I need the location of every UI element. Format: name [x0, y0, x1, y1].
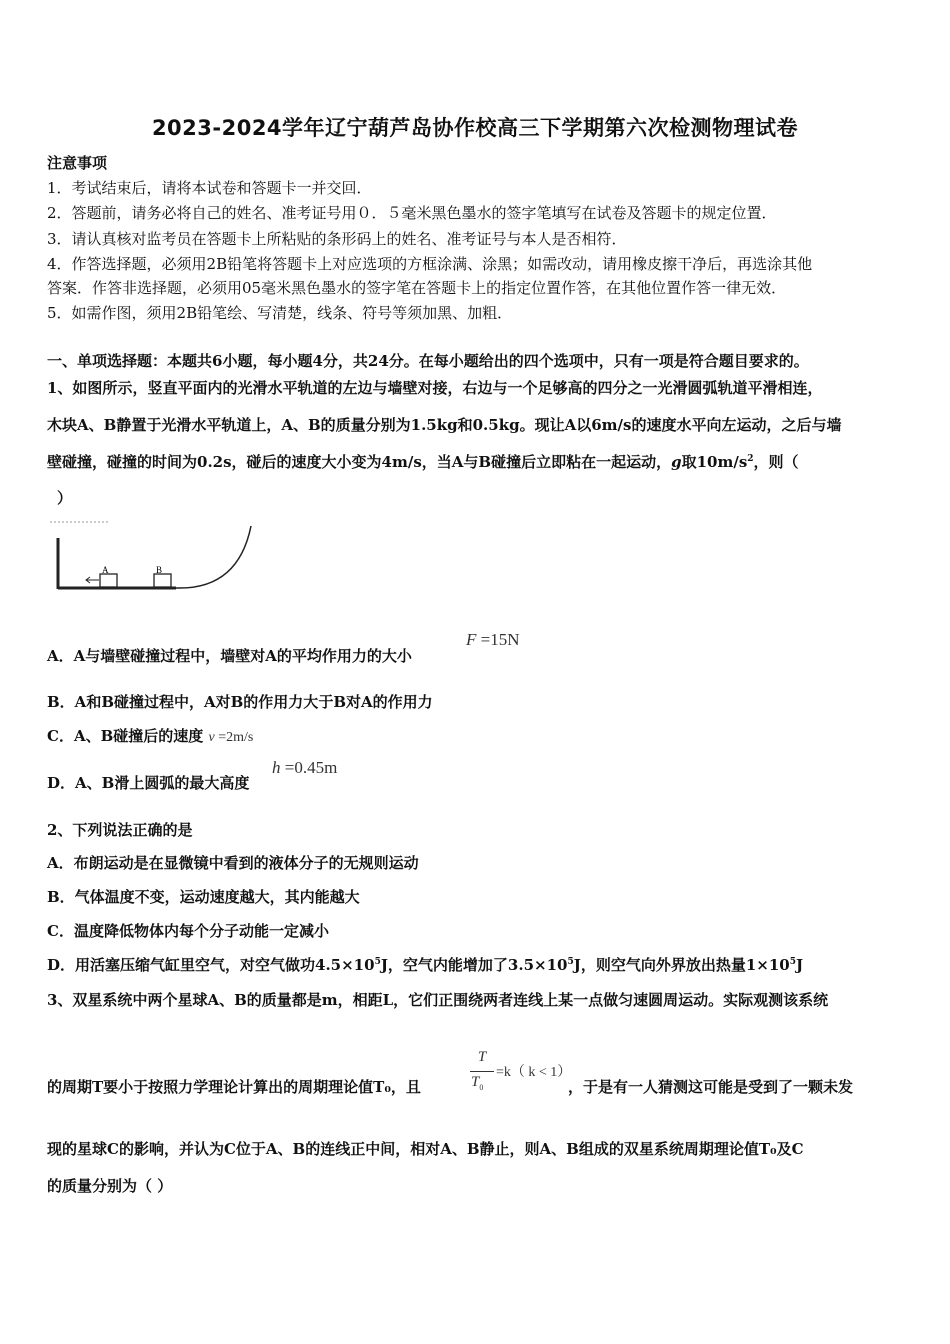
q1-option-b: B．A和B碰撞过程中，A对B的作用力大于B对A的作用力: [47, 693, 433, 711]
notice-item: 5．如需作图，须用2B铅笔绘、写清楚，线条、符号等须加黑、加粗．: [47, 304, 513, 322]
fraction-denominator: $T_0$: [471, 1074, 484, 1092]
page-title: 2023-2024学年辽宁葫芦岛协作校高三下学期第六次检测物理试卷: [151, 116, 799, 140]
block-b-label: B: [156, 565, 163, 575]
q3-stem-line: 的质量分别为（ ）: [47, 1177, 173, 1195]
notice-item: 答案．作答非选择题，必须用05毫米黑色墨水的签字笔在答题卡上的指定位置作答，在其他位置作答一律无效．: [47, 279, 787, 297]
q2-option-d: D．用活塞压缩气缸里空气，对空气做功$4.5\times 10^5J$，空气内能增加了$3.5\times 10^5J$，则空气向外界放出热量$1\times 10^5J$: [47, 956, 804, 974]
fraction-rhs: =k（ k < 1）: [496, 1065, 572, 1080]
block-a-label: A: [102, 565, 109, 575]
q2-stem: 2、下列说法正确的是: [47, 821, 193, 839]
fraction-numerator: T: [477, 1049, 487, 1065]
q1-option-d: D．A、B滑上圆弧的最大高度: [47, 774, 250, 792]
q1-option-a-formula: F =15N: [466, 630, 520, 649]
block-a: [100, 574, 117, 587]
q3-stem-line: 现的星球C的影响，并认为C位于A、B的连线正中间，相对A、B静止，则A、B组成的双星系统周期理论值T₀及C: [47, 1140, 804, 1158]
q1-stem-line: 壁碰撞，碰撞的时间为0.2s，碰后的速度大小变为4m/s，当A与B碰撞后立即粘在一起运动，g取$10m/s^2$，则（: [47, 453, 799, 471]
notice-item: 3．请认真核对监考员在答题卡上所粘贴的条形码上的姓名、准考证号与本人是否相符．: [47, 230, 627, 248]
q1-stem-line: 木块A、B静置于光滑水平轨道上，A、B的质量分别为1.5kg和0.5kg。现让A以6m/s的速度水平向左运动，之后与墙: [47, 416, 842, 434]
arc-track: [176, 526, 251, 588]
q1-stem-line: ）: [57, 489, 73, 507]
fraction-bar: [470, 1071, 494, 1072]
q3-stem-line: ，于是有一人猜测这可能是受到了一颗未发: [568, 1078, 854, 1096]
notice-item: 1．考试结束后，请将本试卷和答题卡一并交回．: [47, 179, 372, 197]
q1-stem-line: 1、如图所示，竖直平面内的光滑水平轨道的左边与墙壁对接，右边与一个足够高的四分之一光滑圆弧轨道平滑相连，: [47, 379, 823, 397]
q3-stem-line: 3、双星系统中两个星球A、B的质量都是m，相距L，它们正围绕两者连线上某一点做匀速圆周运动。实际观测该系统: [47, 991, 829, 1009]
notice-heading: 注意事项: [47, 154, 108, 172]
section-heading: 一、单项选择题：本题共6小题，每小题4分，共24分。在每小题给出的四个选项中，只有一项是符合题目要求的。: [47, 352, 809, 370]
q2-option-c: C．温度降低物体内每个分子动能一定减小: [47, 922, 329, 940]
q3-stem-line: 的周期T要小于按照力学理论计算出的周期理论值T₀，且: [47, 1078, 421, 1096]
q1-option-a: A．A与墙壁碰撞过程中，墙壁对A的平均作用力的大小: [47, 647, 412, 665]
q2-option-b: B．气体温度不变，运动速度越大，其内能越大: [47, 888, 360, 906]
block-b: [154, 574, 171, 587]
q1-track-figure: [48, 518, 258, 593]
q2-option-a: A．布朗运动是在显微镜中看到的液体分子的无规则运动: [47, 854, 419, 872]
notice-item: 4．作答选择题，必须用2B铅笔将答题卡上对应选项的方框涂满、涂黑；如需改动，请用橡皮擦干净后，再选涂其他: [47, 255, 813, 273]
q1-option-c: C．A、B碰撞后的速度 v =2m/s: [47, 727, 254, 745]
notice-item: 2．答题前，请务必将自己的姓名、准考证号用０．５毫米黑色墨水的签字笔填写在试卷及答题卡的规定位置．: [47, 204, 777, 222]
q1-option-d-formula: h =0.45m: [272, 758, 338, 777]
